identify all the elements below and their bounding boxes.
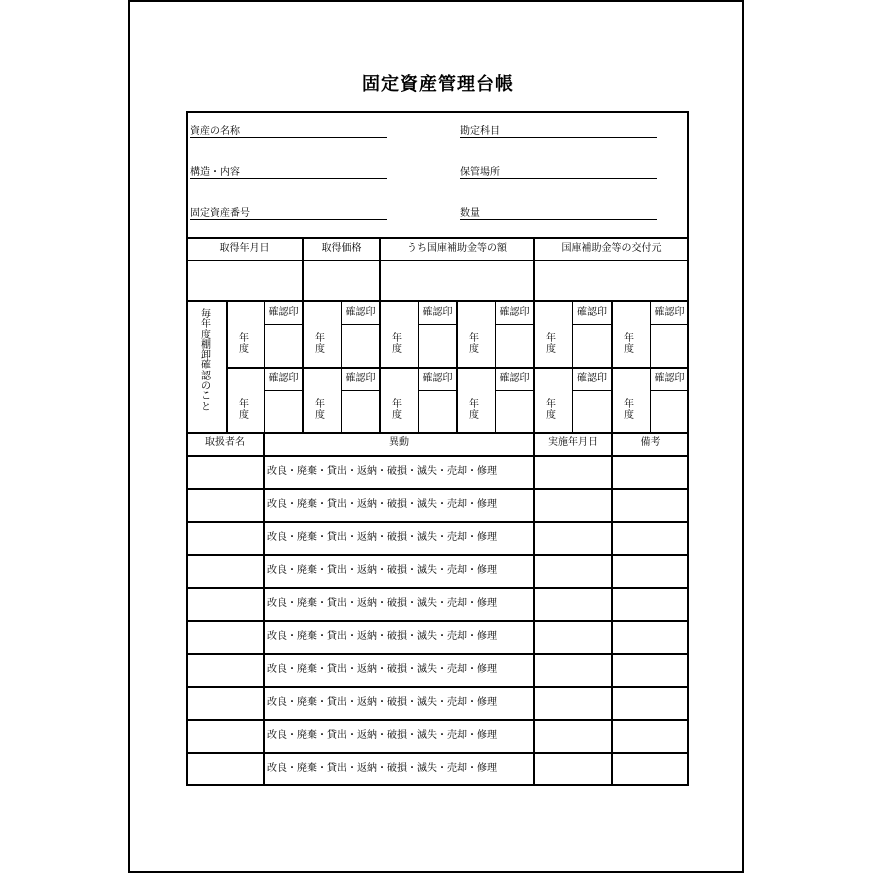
year-label: 年 度 [546,399,556,421]
change-options[interactable]: 改良・廃棄・貸出・返納・破損・滅失・売却・修理 [267,532,497,543]
field-location-label: 保管場所 [460,167,500,178]
stamp-label: 確認印 [268,373,299,384]
change-options[interactable]: 改良・廃棄・貸出・返納・破損・滅失・売却・修理 [267,466,497,477]
stamp-label: 確認印 [499,307,530,318]
change-options[interactable]: 改良・廃棄・貸出・返納・破損・滅失・売却・修理 [267,664,497,675]
change-options[interactable]: 改良・廃棄・貸出・返納・破損・滅失・売却・修理 [267,598,497,609]
stamp-label: 確認印 [345,307,376,318]
header-acquisition-date: 取得年月日 [219,243,270,254]
field-account-label: 勘定科目 [460,126,500,137]
field-asset-number-label: 固定資産番号 [190,208,250,219]
header-date: 実施年月日 [548,437,598,448]
divider [187,237,688,239]
document-title: 固定資産管理台帳 [362,74,514,95]
year-label: 年 度 [546,333,556,355]
divider [456,301,458,433]
year-label: 年 度 [315,333,325,355]
change-options[interactable]: 改良・廃棄・貸出・返納・破損・滅失・売却・修理 [267,499,497,510]
stamp-label: 確認印 [422,373,453,384]
header-handler: 取扱者名 [205,437,245,448]
year-label: 年 度 [469,333,479,355]
stamp-box[interactable] [342,325,378,366]
stamp-label: 確認印 [268,307,299,318]
inventory-label: 毎 年 度 棚 卸 確 認 の こ と [201,309,211,413]
stamp-label: 確認印 [499,373,530,384]
year-label: 年 度 [392,333,402,355]
field-asset-number-line[interactable] [190,219,387,220]
field-quantity-line[interactable] [460,219,657,220]
year-label: 年 度 [624,333,634,355]
stamp-label: 確認印 [654,307,685,318]
divider [379,301,381,433]
stamp-box[interactable] [573,325,610,366]
stamp-label: 確認印 [654,373,685,384]
field-asset-name-line[interactable] [190,137,387,138]
year-label: 年 度 [392,399,402,421]
change-options[interactable]: 改良・廃棄・貸出・返納・破損・滅失・売却・修理 [267,763,497,774]
divider [611,301,613,433]
change-options[interactable]: 改良・廃棄・貸出・返納・破損・滅失・売却・修理 [267,697,497,708]
change-options[interactable]: 改良・廃棄・貸出・返納・破損・滅失・売却・修理 [267,730,497,741]
year-label: 年 度 [469,399,479,421]
stamp-box[interactable] [419,391,455,431]
divider [533,301,535,433]
stamp-label: 確認印 [577,307,607,318]
divider [187,260,688,261]
year-label: 年 度 [239,333,249,355]
field-structure-label: 構造・内容 [190,167,240,178]
field-asset-name-label: 資産の名称 [190,126,240,137]
year-label: 年 度 [239,399,249,421]
field-account-line[interactable] [460,137,657,138]
stamp-box[interactable] [573,391,610,431]
stamp-box[interactable] [265,325,301,366]
stamp-box[interactable] [651,391,687,431]
header-acquisition-price: 取得価格 [321,243,362,254]
stamp-box[interactable] [651,325,687,366]
field-structure-line[interactable] [190,178,387,179]
header-change: 異動 [389,437,409,448]
field-quantity-label: 数量 [460,208,480,219]
stamp-box[interactable] [342,391,378,431]
year-label: 年 度 [624,399,634,421]
divider [302,301,304,433]
field-location-line[interactable] [460,178,657,179]
header-remarks: 備考 [640,437,661,448]
stamp-label: 確認印 [422,307,453,318]
stamp-label: 確認印 [345,373,376,384]
stamp-box[interactable] [496,391,532,431]
header-subsidy-amount: うち国庫補助金等の額 [407,243,507,254]
change-options[interactable]: 改良・廃棄・貸出・返納・破損・滅失・売却・修理 [267,565,497,576]
stamp-box[interactable] [265,391,301,431]
header-subsidy-source: 国庫補助金等の交付元 [561,243,662,254]
stamp-box[interactable] [496,325,532,366]
change-options[interactable]: 改良・廃棄・貸出・返納・破損・滅失・売却・修理 [267,631,497,642]
stamp-label: 確認印 [577,373,607,384]
stamp-box[interactable] [419,325,455,366]
year-label: 年 度 [315,399,325,421]
